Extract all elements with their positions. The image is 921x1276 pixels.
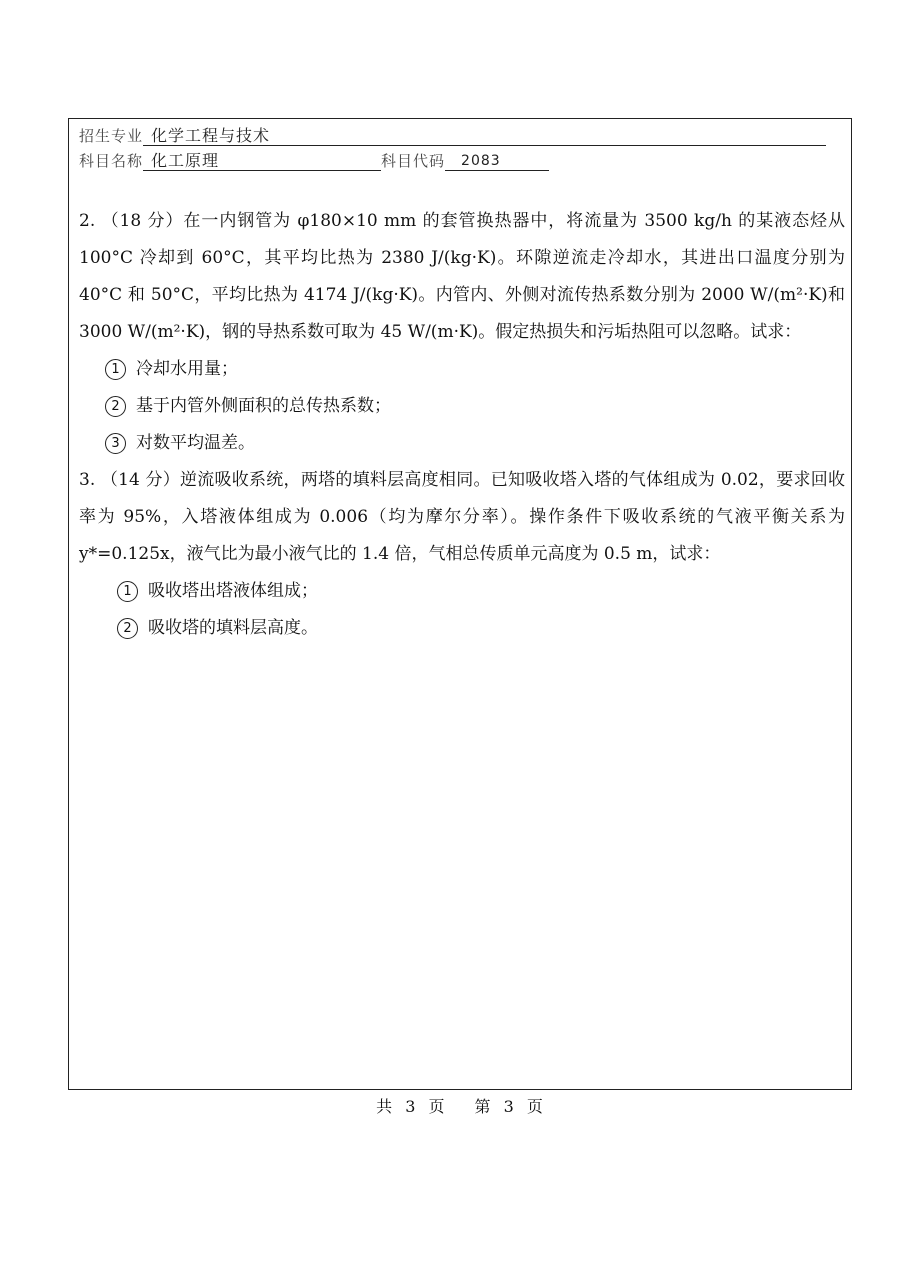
item-text: 冷却水用量； [136, 359, 238, 379]
question-2-item-3 [105, 425, 845, 462]
circled-number: 3 [105, 433, 126, 454]
circled-number: 1 [105, 359, 126, 380]
current-page: 第 3 页 [474, 1097, 545, 1116]
major-label: 招生专业 [79, 127, 144, 145]
exam-body [79, 203, 845, 647]
code-value: 2083 [445, 152, 549, 171]
item-text: 对数平均温差。 [136, 433, 255, 453]
question-2-text: 2. （18 分）在一内钢管为 φ180×10 mm 的套管换热器中，将流量为 3500 kg/h 的某液态烃从 100°C 冷却到 60°C，其平均比热为 2380 J/(kg·K)。环隙逆流走冷却水，其进出口温度分别为 40°C 和 50°C，平均比热为 4174 J/(kg·K)。内管内、外侧对流传热系数分别为 2000 W/(m²·K)和 3000 W/(m²·K)，钢的导热系数可取为 45 W/(m·K)。假定热损失和污垢热阻可以忽略。试求： [79, 211, 845, 342]
circled-number: 2 [105, 396, 126, 417]
major-row [79, 125, 826, 146]
code-label: 科目代码 [381, 152, 446, 170]
subject-row [79, 150, 549, 171]
subject-value: 化工原理 [143, 152, 381, 171]
page-footer [0, 1094, 921, 1117]
subject-label: 科目名称 [79, 152, 144, 170]
question-2-item-2 [105, 388, 845, 425]
question-3-item-2 [117, 610, 845, 647]
item-text: 吸收塔的填料层高度。 [148, 618, 318, 638]
question-3-item-1 [117, 573, 845, 610]
major-value: 化学工程与技术 [143, 127, 826, 146]
question-3-text: 3. （14 分）逆流吸收系统，两塔的填料层高度相同。已知吸收塔入塔的气体组成为 0.02，要求回收率为 95%，入塔液体组成为 0.006（均为摩尔分率）。操作条件下吸收系统的气液平衡关系为 y*=0.125x，液气比为最小液气比的 1.4 倍，气相总传质单元高度为 0.5 m，试求： [79, 470, 845, 564]
item-text: 基于内管外侧面积的总传热系数； [136, 396, 391, 416]
item-text: 吸收塔出塔液体组成； [148, 581, 318, 601]
question-2-item-1 [105, 351, 845, 388]
circled-number: 2 [117, 618, 138, 639]
circled-number: 1 [117, 581, 138, 602]
total-pages: 共 3 页 [376, 1097, 447, 1116]
